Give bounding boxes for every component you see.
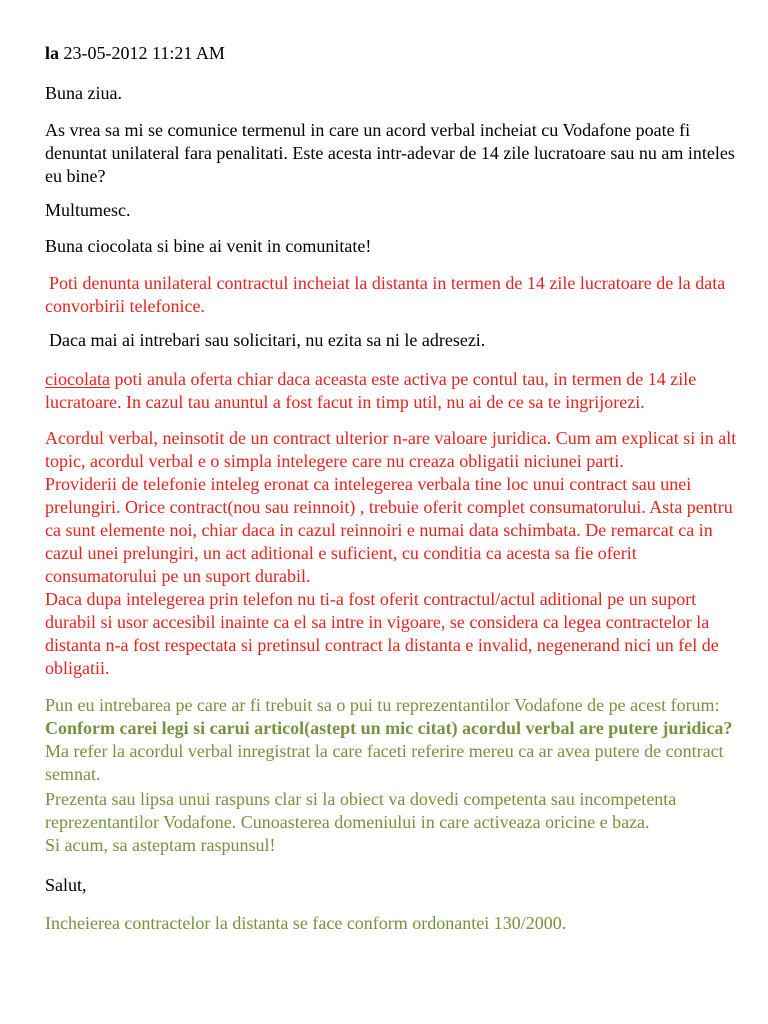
answer-line: convorbirii telefonice. <box>45 296 205 316</box>
legal-note-paragraph <box>45 427 768 680</box>
closing-note-text: Incheierea contractelor la distanta se face conform ordonantei 130/2000. <box>45 913 567 933</box>
legal-note-line: distanta n-a fost respectata si pretinsul contract la distanta e invalid, negenerand nici un fel de <box>45 635 719 655</box>
forum-conclusion-line: reprezentantilor Vodafone. Cunoasterea domeniului in care activeaza oricine e baza. <box>45 812 650 832</box>
signoff-text: Salut, <box>45 875 87 895</box>
reply-line: poti anula oferta chiar daca aceasta este activa pe contul tau, in termen de 14 zile <box>114 369 697 389</box>
question-line: eu bine? <box>45 166 106 186</box>
forum-conclusion-line: Si acum, sa asteptam raspunsul! <box>45 835 276 855</box>
legal-note-line: ca sunt elemente noi, chiar daca in cazul reinnoiri e numai data schimbata. De remarcat ca in <box>45 520 713 540</box>
reply-line: lucratoare. In cazul tau anuntul a fost facut in timp util, nu ai de ce sa te ingrijorezi. <box>45 392 645 412</box>
answer-paragraph <box>45 272 768 318</box>
signoff-paragraph <box>45 874 768 897</box>
legal-note-line: Daca dupa intelegerea prin telefon nu ti-a fost oferit contractul/actul aditional pe un suport <box>45 589 697 609</box>
forum-conclusion-line: Prezenta sau lipsa unui raspuns clar si la obiect va dovedi competenta sau incompetenta <box>45 789 677 809</box>
closing-note-paragraph <box>45 912 768 935</box>
legal-note-line: durabil si usor accesibil inainte ca el sa intre in vigoare, se considera ca legea contractelor la <box>45 612 710 632</box>
answer-line: Poti denunta unilateral contractul incheiat la distanta in termen de 14 zile lucratoare de la data <box>49 273 726 293</box>
forum-clarification-line: Ma refer la acordul verbal inregistrat la care faceti referire mereu ca ar avea putere de contract <box>45 741 724 761</box>
legal-note-line: Providerii de telefonie inteleg eronat ca intelegerea verbala tine loc unui contract sau unei <box>45 474 692 494</box>
forum-question-heading: Conform carei legi si carui articol(astept un mic citat) acordul verbal are putere juridica? <box>45 718 733 738</box>
welcome-paragraph <box>45 235 768 258</box>
forum-clarification-line: semnat. <box>45 764 101 784</box>
post-header <box>45 42 768 65</box>
author-label: la <box>45 43 60 63</box>
legal-note-line: prelungiri. Orice contract(nou sau reinnoit) , trebuie oferit complet consumatorului. Asta pentru <box>45 497 733 517</box>
thanks-text: Multumesc. <box>45 200 131 220</box>
welcome-text: Buna ciocolata si bine ai venit in comunitate! <box>45 236 372 256</box>
legal-note-line: obligatii. <box>45 658 110 678</box>
post-timestamp: 23-05-2012 11:21 AM <box>63 43 225 63</box>
question-line: denuntat unilateral fara penalitati. Este acesta intr-adevar de 14 zile lucratoare sau nu am inteles <box>45 143 735 163</box>
thanks-paragraph <box>45 199 768 222</box>
legal-note-line: consumatorului pe un suport durabil. <box>45 566 311 586</box>
offer-paragraph <box>45 329 768 352</box>
forum-conclusion <box>45 788 768 857</box>
forum-question-paragraph <box>45 694 768 857</box>
legal-note-line: topic, acordul verbal e o simpla intelegere care nu creaza obligatii niciunei parti. <box>45 451 624 471</box>
greeting-text: Buna ziua. <box>45 83 122 103</box>
legal-note-line: Acordul verbal, neinsotit de un contract ulterior n-are valoare juridica. Cum am explicat si in alt <box>45 428 737 448</box>
offer-text: Daca mai ai intrebari sau solicitari, nu ezita sa ni le adresezi. <box>49 330 486 350</box>
legal-note-line: cazul unei prelungiri, un act aditional e suficient, cu conditia ca acesta sa fie oferit <box>45 543 637 563</box>
forum-intro-line: Pun eu intrebarea pe care ar fi trebuit sa o pui tu reprezentantilor Vodafone de pe acest forum: <box>45 695 720 715</box>
reply-paragraph <box>45 368 768 414</box>
question-line: As vrea sa mi se comunice termenul in care un acord verbal incheiat cu Vodafone poate fi <box>45 120 691 140</box>
greeting-paragraph <box>45 82 768 105</box>
user-mention-link[interactable]: ciocolata <box>45 369 110 389</box>
question-paragraph <box>45 119 768 188</box>
